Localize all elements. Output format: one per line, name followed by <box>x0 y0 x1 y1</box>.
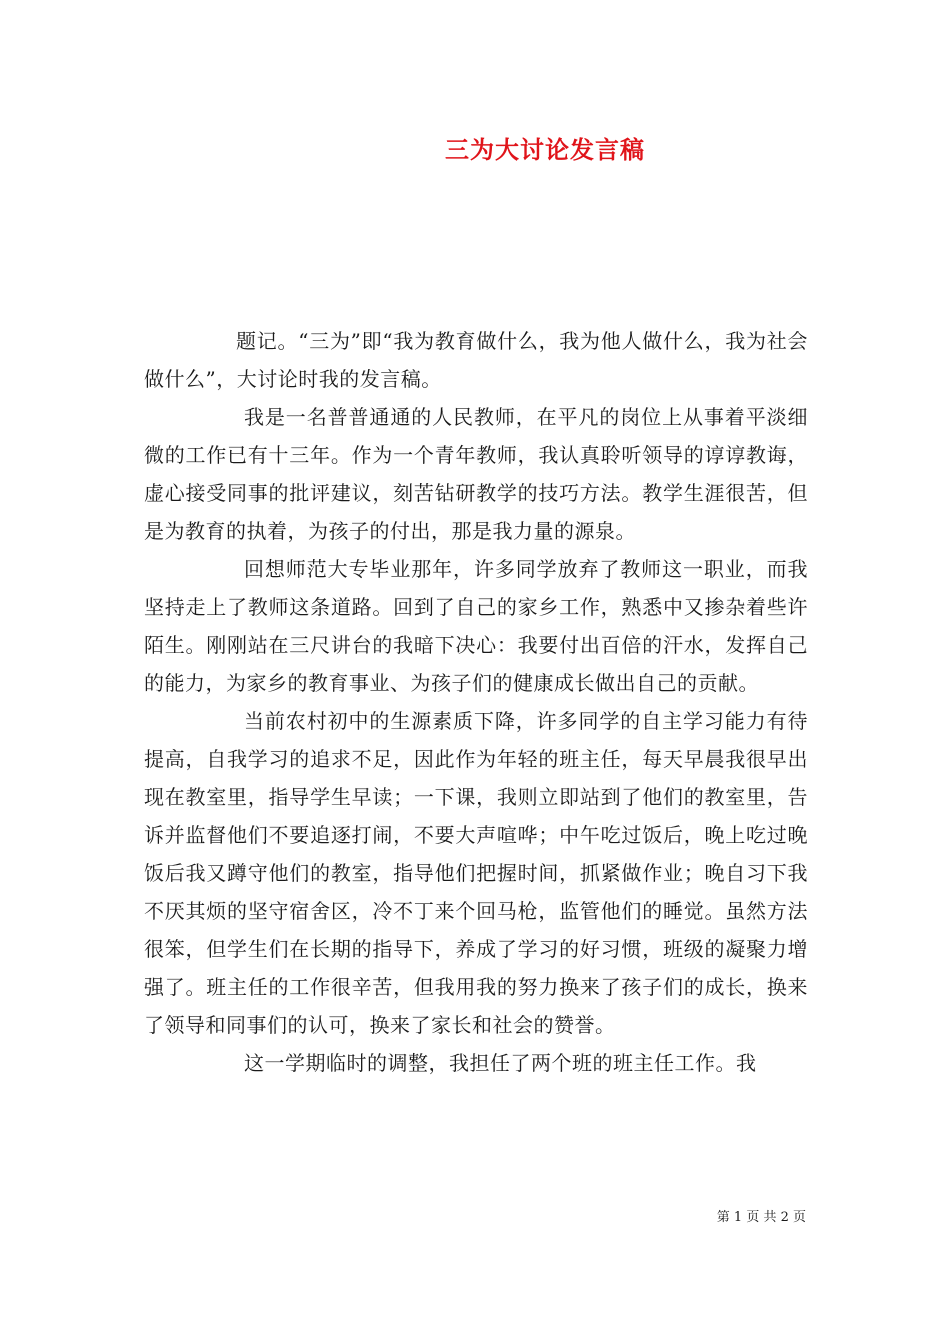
document-body <box>144 322 808 1082</box>
document-title: 三为大讨论发言稿 <box>445 135 645 164</box>
paragraph-intro: 题记。“三为”即“我为教育做什么，我为他人做什么，我为社会做什么”，大讨论时我的发言稿。 <box>144 329 808 391</box>
paragraph-2: 回想师范大专毕业那年，许多同学放弃了教师这一职业，而我坚持走上了教师这条道路。回到了自己的家乡工作，熟悉中又掺杂着些许陌生。刚刚站在三尺讲台的我暗下决心：我要付出百倍的汗水，发挥自己的能力，为家乡的教育事业、为孩子们的健康成长做出自己的贡献。 <box>144 557 808 695</box>
paragraph-3: 当前农村初中的生源素质下降，许多同学的自主学习能力有待提高，自我学习的追求不足，因此作为年轻的班主任，每天早晨我很早出现在教室里，指导学生早读；一下课，我则立即站到了他们的教室里，告诉并监督他们不要追逐打闹，不要大声喧哗；中午吃过饭后，晚上吃过晚饭后我又蹲守他们的教室，指导他们把握时间，抓紧做作业；晚自习下我不厌其烦的坚守宿舍区，冷不丁来个回马枪，监管他们的睡觉。虽然方法很笨，但学生们在长期的指导下，养成了学习的好习惯，班级的凝聚力增强了。班主任的工作很辛苦，但我用我的努力换来了孩子们的成长，换来了领导和同事们的认可，换来了家长和社会的赞誉。 <box>144 709 808 1037</box>
paragraph-1: 我是一名普普通通的人民教师，在平凡的岗位上从事着平淡细微的工作已有十三年。作为一个青年教师，我认真聆听领导的谆谆教诲，虚心接受同事的批评建议，刻苦钻研教学的技巧方法。教学生涯很苦，但是为教育的执着，为孩子的付出，那是我力量的源泉。 <box>144 405 808 543</box>
page-number: 第 1 页 共 2 页 <box>716 1210 806 1225</box>
paragraph-4: 这一学期临时的调整，我担任了两个班的班主任工作。我 <box>244 1051 757 1075</box>
